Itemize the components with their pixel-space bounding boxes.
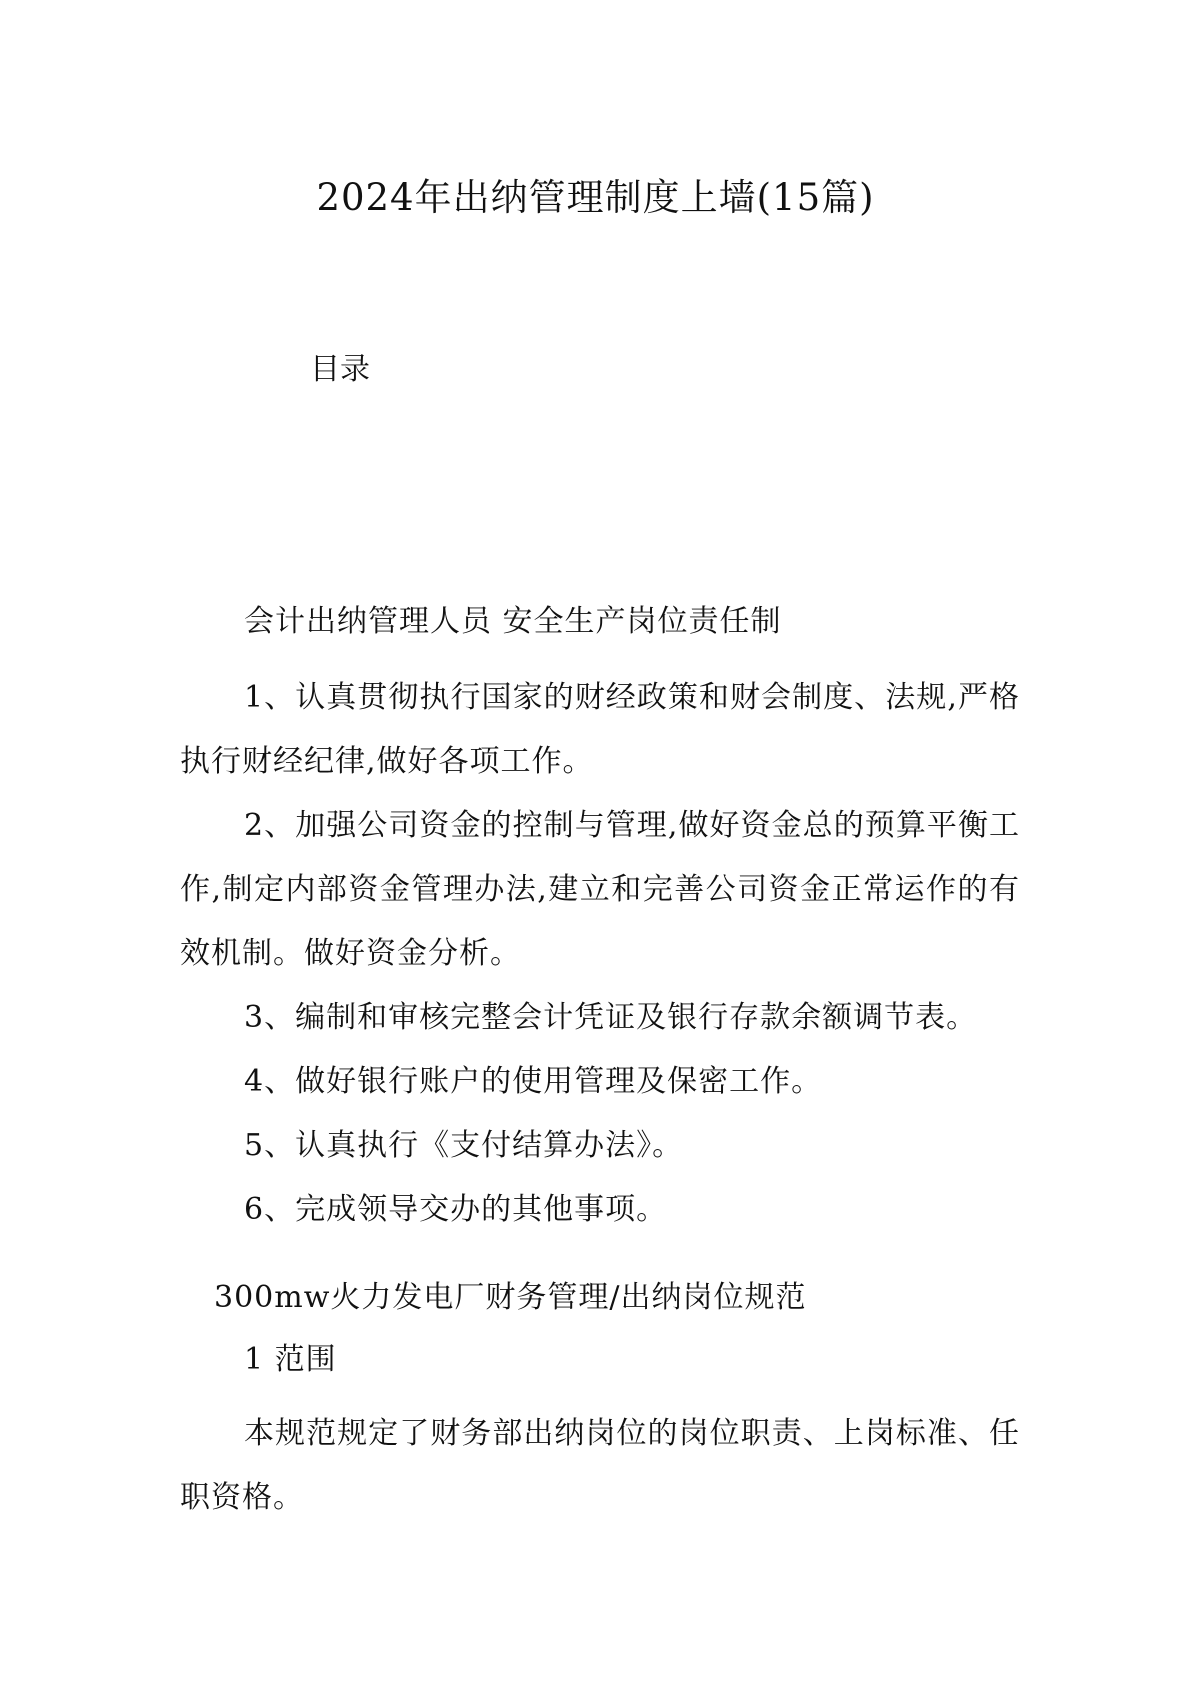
list-item: 4、做好银行账户的使用管理及保密工作。 bbox=[244, 1064, 823, 1099]
document-title: 2024年出纳管理制度上墙(15篇) bbox=[316, 176, 875, 219]
section-heading: 300mw火力发电厂财务管理/出纳岗位规范 bbox=[214, 1280, 807, 1315]
body-paragraph: 本规范规定了财务部出纳岗位的岗位职责、上岗标准、任职资格。 bbox=[180, 1416, 1020, 1515]
section-heading: 会计出纳管理人员 安全生产岗位责任制 bbox=[244, 604, 782, 639]
list-item: 1、认真贯彻执行国家的财经政策和财会制度、法规,严格执行财经纪律,做好各项工作。 bbox=[180, 680, 1020, 779]
toc-label: 目录 bbox=[310, 352, 370, 387]
section-job-responsibility bbox=[180, 602, 1020, 1242]
list-item: 5、认真执行《支付结算办法》。 bbox=[244, 1128, 684, 1163]
section-cashier-post-spec bbox=[180, 1278, 1020, 1530]
list-item: 2、加强公司资金的控制与管理,做好资金总的预算平衡工作,制定内部资金管理办法,建立和完善公司资金正常运作的有效机制。做好资金分析。 bbox=[180, 808, 1020, 971]
list-item: 3、编制和审核完整会计凭证及银行存款余额调节表。 bbox=[244, 1000, 978, 1035]
list-item: 6、完成领导交办的其他事项。 bbox=[244, 1192, 668, 1227]
subsection-heading: 1 范围 bbox=[244, 1342, 337, 1377]
